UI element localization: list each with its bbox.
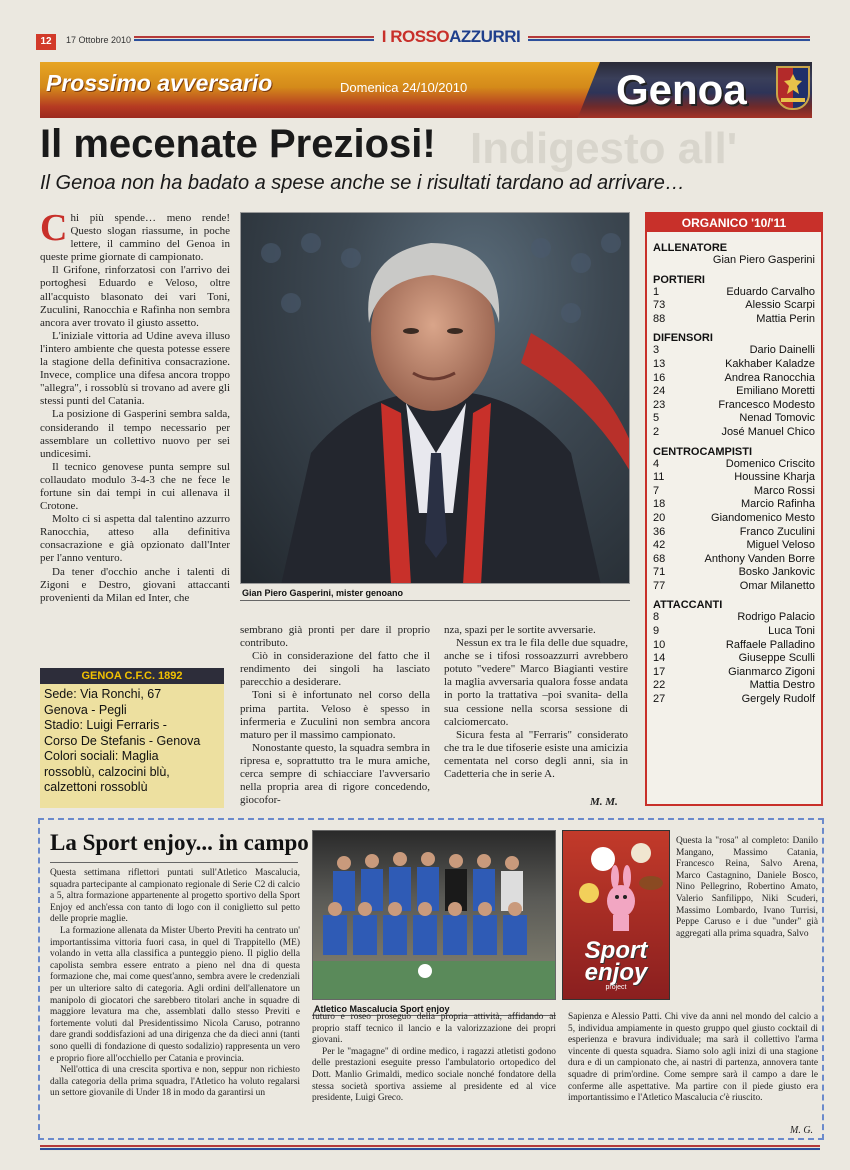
- article-paragraph: Il tecnico genovese punta sempre sul collaudato modulo 3-4-3 che ne fece le fortune sin dai tempi in cui allenava il Crotone.: [40, 460, 230, 513]
- player-number: 68: [653, 552, 666, 565]
- player-name: Anthony Vanden Borre: [704, 552, 815, 565]
- roster-player-row: [653, 526, 815, 540]
- roster-player-row: [653, 458, 815, 472]
- roster-section-label: ATTACCANTI: [653, 599, 723, 612]
- sport-paragraph: Questa settimana riflettori puntati sull'Atletico Mascalucia, squadra partecipante al campionato regionale di Serie C2 di calcio a 5, altra formazione appartenente al progetto sportivo della Sport Enjoy ed anch'essa con tanto di logo con il coniglietto sul petto delle proprie maglie.: [50, 868, 300, 925]
- coach-photo: [240, 212, 630, 584]
- team-photo-caption: Atletico Mascalucia Sport enjoy: [314, 1004, 450, 1014]
- roster-player-row: [653, 498, 815, 512]
- roster-section-label: DIFENSORI: [653, 332, 713, 345]
- article-paragraph: Sicura festa al "Ferraris" considerato che tra le due tifoserie esiste una amicizia cementata nel corso degli anni, sia in Cadetteria che in serie A.: [444, 728, 628, 781]
- roster-player-row: [653, 625, 815, 639]
- roster-player-row: [653, 539, 815, 553]
- player-number: 4: [653, 457, 660, 470]
- roster-section-label: CENTROCAMPISTI: [653, 445, 752, 458]
- divider: [50, 862, 298, 863]
- player-number: 36: [653, 525, 666, 538]
- player-name: Luca Toni: [768, 625, 815, 638]
- player-name: Gergely Rudolf: [741, 693, 815, 706]
- roster-player-row: [653, 580, 815, 594]
- bottom-stripe: [40, 1145, 820, 1151]
- issue-date: 17 Ottobre 2010: [66, 35, 132, 45]
- article-paragraph: Toni si è infortunato nel corso della prima partita. Veloso è spesso in infermeria e Zuculini non sembra ancora maturo per il massimo campionato.: [240, 689, 430, 741]
- article-paragraph: Da tener d'occhio anche i talenti di Zigoni e Destro, giovani attaccanti provenienti da Milan ed Inter, che: [40, 565, 230, 604]
- article-paragraph: Chi più spende… meno rende! Questo slogan riassume, in poche lettere, il cammino del Genoa in queste prime giornate di campionato.: [40, 207, 230, 264]
- player-number: 27: [653, 693, 666, 706]
- sport-paragraph: La formazione allenata da Mister Uberto Previti ha centrato un' importantissima vittoria fuori casa, in quel di Trappitello (ME) volando in vetta alla classifica a punteggio pieno. Il piglio della capolista sembra essere entrato a pieno nel dna di questa formazione che, mai come quest'anno, sembra avere le credenziali per un ulteriore salto di categoria. Agli ordini dell'allenatore un manipolo di giocatori che sarebbero titolari anche in squadre di maggiore levatura ma che, assemblati dallo stesso Previti e fortemente voluti dal Presidentissimo Nicola Caruso, potranno dare grandi soddisfazioni ad una dirigenza che da dieci anni (tanti sono quelli di fondazione di questo sodalizio) rappresenta un vero e proprio fiore all'occhiello per Catania e provincia.: [50, 925, 300, 1064]
- genoa-crest-icon: [776, 66, 810, 110]
- headline: Il mecenate Preziosi!: [40, 122, 436, 166]
- player-name: Nenad Tomovic: [739, 412, 815, 425]
- player-name: Kakhaber Kaladze: [725, 357, 815, 370]
- masthead-stripe-left: [134, 36, 374, 42]
- club-info-line: Corso De Stefanis - Genova: [44, 733, 201, 748]
- player-name: Dario Dainelli: [749, 344, 815, 357]
- article-column-3: [444, 624, 628, 781]
- roster-coach: Gian Piero Gasperini: [712, 254, 815, 266]
- roster-player-row: [653, 652, 815, 666]
- player-name: Giuseppe Sculli: [738, 652, 815, 665]
- player-name: Gianmarco Zigoni: [728, 665, 815, 678]
- player-name: José Manuel Chico: [721, 425, 815, 438]
- roster-player-row: [653, 485, 815, 499]
- author-signature: M. M.: [590, 796, 618, 808]
- roster-player-row: [653, 358, 815, 372]
- sport-paragraph: futuro e roseo proseguo della propria attività, affidando al proprio staff tecnico il lancio e la valorizzazione dei propri giovani.: [312, 1012, 556, 1046]
- roster-section-label: ALLENATORE: [653, 242, 728, 254]
- background-ghost-text: Indigesto all': [470, 124, 738, 173]
- player-number: 5: [653, 412, 660, 425]
- player-number: 7: [653, 484, 660, 497]
- masthead-logo: I ROSSOAZZURRI: [381, 27, 521, 46]
- roster-list: [647, 232, 821, 711]
- masthead-stripe-right: [528, 36, 810, 42]
- roster-player-row: [653, 426, 815, 440]
- sport-enjoy-logo-subtext: project: [605, 984, 627, 991]
- sport-enjoy-logo-text: Sport enjoy: [584, 937, 648, 986]
- roster-player-row: [653, 399, 815, 413]
- player-name: Domenico Criscito: [725, 457, 815, 470]
- roster-player-row: [653, 372, 815, 386]
- article-paragraph: La posizione di Gasperini sembra salda, considerando il tempo necessario per assemblare un collettivo nuovo per sei undicesimi.: [40, 408, 230, 460]
- sport-paragraph: Sapienza e Alessio Patti. Chi vive da anni nel mondo del calcio a 5, individua ampiamente in questo gruppo quel giusto cocktail di esperienza e bravura individuale; ma sarà il collettivo l'arma vincente di questa squadra. Siamo solo agli inizi di una stagione dura e di un campionato che, ai nastri di partenza, annovera tante squadre di prim'ordine. Come sempre sarà il campo a dare le conferme alle aspettative. Ma partire con il piede giusto era importantissimo e l'Atletico Mascalucia c'è riuscito.: [568, 1012, 818, 1104]
- player-number: 11: [653, 471, 665, 484]
- article-paragraph: Il Grifone, rinforzatosi con l'arrivo dei portoghesi Eduardo e Veloso, oltre all'acquisto blasonato dei vari Toni, Zuculini, Ranocchia e Rafinha non sembra ancora aver trovato il giusto assetto.: [40, 264, 230, 329]
- sport-roster-intro: Questa la "rosa" al completo: Danilo Mangano, Massimo Catania, Francesco Reina, Salvo Arena, Marco Castagnino, Daniele Bosco, Nino Pellegrino, Robertino Amato, Valerio Sanfilippo, Niki Scuderi, Massimo Lombardo, Ivano Turrisi, Peppe Caruso e i due "under" già aggregati alla prima squadra, Salvo: [676, 836, 818, 939]
- club-info-line: rossoblù, calzocini blù,: [44, 764, 170, 779]
- player-name: Mattia Perin: [756, 312, 815, 325]
- club-info-line: Sede: Via Ronchi, 67: [44, 687, 162, 701]
- player-number: 73: [653, 299, 666, 312]
- player-number: 1: [653, 285, 660, 298]
- roster-box: [645, 212, 823, 806]
- player-number: 17: [653, 665, 666, 678]
- player-name: Rodrigo Palacio: [737, 611, 815, 624]
- article-column-1: [40, 207, 230, 605]
- divider: [240, 600, 630, 601]
- roster-player-row: [653, 639, 815, 653]
- club-info-line: Colori sociali: Maglia: [44, 749, 159, 763]
- roster-player-row: [653, 344, 815, 358]
- club-info-title: GENOA C.F.C. 1892: [40, 668, 224, 684]
- roster-player-row: [653, 566, 815, 580]
- player-number: 2: [653, 425, 660, 438]
- subheadline: Il Genoa non ha badato a spese anche se i risultati tardano ad arrivare…: [40, 172, 685, 194]
- player-number: 23: [653, 398, 666, 411]
- player-name: Francesco Modesto: [718, 398, 815, 411]
- sport-paragraph: Per le "magagne" di ordine medico, i ragazzi atletisti godono delle prestazioni eseguite presso l'ambulatorio ortopedico del Dott. Manlio Grimaldi, medico sociale nonché fondatore della stessa società sportiva assieme al presidente ed al vice presidente, Luigi Greco.: [312, 1046, 556, 1104]
- player-name: Miguel Veloso: [746, 539, 815, 552]
- roster-player-row: [653, 286, 815, 300]
- match-date: Domenica 24/10/2010: [340, 80, 468, 95]
- player-name: Houssine Kharja: [734, 471, 815, 484]
- article-paragraph: nza, spazi per le sortite avversarie.: [444, 624, 596, 636]
- club-info-line: calzettoni rossoblù: [44, 780, 148, 794]
- roster-player-row: [653, 512, 815, 526]
- player-number: 10: [653, 638, 666, 651]
- roster-player-row: [653, 313, 815, 327]
- player-number: 77: [653, 579, 666, 592]
- roster-player-row: [653, 611, 815, 625]
- article-paragraph: sembrano già pronti per dare il proprio contributo.: [240, 624, 430, 650]
- roster-player-row: [653, 471, 815, 485]
- article-paragraph: Molto ci si aspetta dal talentino azzurro Ranocchia, atteso alla definitiva consacrazione e già opzionato dall'Inter per l'anno venturo.: [40, 513, 230, 565]
- player-name: Mattia Destro: [749, 679, 815, 692]
- roster-player-row: [653, 385, 815, 399]
- sport-signature: M. G.: [790, 1125, 814, 1136]
- player-name: Andrea Ranocchia: [724, 371, 815, 384]
- article-column-2: [240, 624, 430, 807]
- club-info-line: Genova - Pegli: [44, 702, 127, 717]
- player-number: 9: [653, 625, 660, 638]
- player-number: 13: [653, 357, 666, 370]
- player-name: Marcio Rafinha: [741, 498, 815, 511]
- player-name: Raffaele Palladino: [725, 638, 815, 651]
- club-info-box: [40, 684, 224, 808]
- player-number: 71: [653, 566, 666, 579]
- section-title: Prossimo avversario: [46, 70, 273, 96]
- team-photo: [312, 830, 556, 1000]
- player-number: 88: [653, 312, 666, 325]
- roster-title: ORGANICO '10/'11: [647, 214, 821, 232]
- roster-player-row: [653, 553, 815, 567]
- roster-player-row: [653, 412, 815, 426]
- article-paragraph: L'iniziale vittoria ad Udine aveva illuso l'intero ambiente che questa potesse essere la stagione della definitiva consacrazione. Invece, complice una difesa ancora troppo "allegra", i rossoblù si trovano ad avere gli stessi punti del Catania.: [40, 329, 230, 408]
- player-name: Bosko Jankovic: [738, 566, 815, 579]
- page-number: 12: [36, 34, 56, 50]
- player-name: Alessio Scarpi: [745, 299, 815, 312]
- player-number: 24: [653, 385, 666, 398]
- player-number: 16: [653, 371, 666, 384]
- roster-player-row: [653, 679, 815, 693]
- player-number: 42: [653, 539, 666, 552]
- sport-enjoy-title: La Sport enjoy... in campo: [50, 830, 309, 855]
- roster-player-row: [653, 299, 815, 313]
- sport-paragraph: Nell'ottica di una crescita sportiva e non, seppur non richiesto dalla categoria della prima squadra, l'Atletico ha voluto regalarsi un settore giovanile di Under 18 in modo da garantirsi un: [50, 1065, 300, 1099]
- roster-player-row: [653, 666, 815, 680]
- article-paragraph: Ciò in considerazione del fatto che il rendimento dei singoli ha lasciato parecchio a desiderare.: [240, 650, 430, 689]
- player-number: 3: [653, 344, 660, 357]
- player-number: 20: [653, 511, 666, 524]
- roster-player-row: [653, 693, 815, 707]
- player-number: 22: [653, 679, 666, 692]
- player-number: 14: [653, 652, 666, 665]
- photo-caption: Gian Piero Gasperini, mister genoano: [242, 588, 404, 598]
- player-name: Marco Rossi: [753, 484, 815, 497]
- player-number: 18: [653, 498, 666, 511]
- article-paragraph: Nessun ex tra le fila delle due squadre, anche se i tifosi rossoazzurri avrebbero potuto "vedere" Marco Biagianti vestire la maglia avversaria qualora fosse andata in porto la trattativa –poi svanita- della sua cessione nella scorsa sessione di calciomercato.: [444, 637, 628, 728]
- club-info-line: Stadio: Luigi Ferraris -: [44, 718, 167, 732]
- sport-column-3: [568, 1012, 818, 1105]
- player-name: Omar Milanetto: [739, 579, 815, 592]
- player-name: Franco Zuculini: [739, 525, 815, 538]
- sport-column-2: [312, 1012, 556, 1105]
- player-name: Giandomenico Mesto: [711, 511, 815, 524]
- player-number: 8: [653, 611, 660, 624]
- player-name: Emiliano Moretti: [736, 385, 815, 398]
- opponent-team-name: Genoa: [616, 66, 747, 113]
- article-paragraph: Nonostante questo, la squadra sembra in ripresa e, soprattutto tra le mura amiche, cerca sempre di schiacciare l'avversario nella propria area di rigore concedendo, giocofor-: [240, 741, 430, 807]
- drop-cap: C: [40, 207, 68, 249]
- player-name: Eduardo Carvalho: [726, 285, 815, 298]
- roster-section-label: PORTIERI: [653, 273, 705, 286]
- sport-column-1: [50, 868, 300, 1100]
